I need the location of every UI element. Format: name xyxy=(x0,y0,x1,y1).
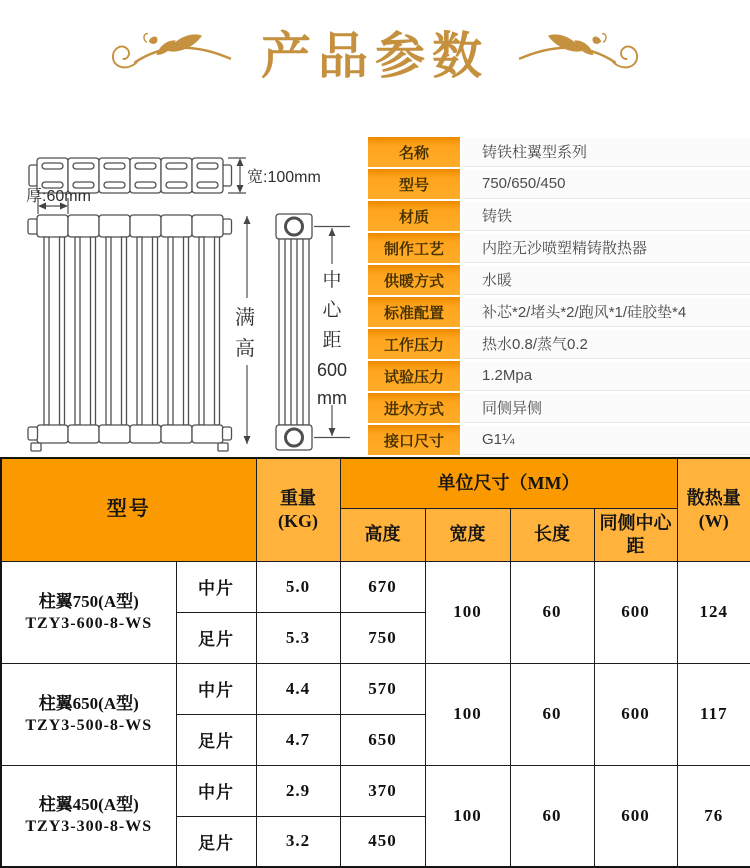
header-weight xyxy=(256,458,340,561)
spec-value: 同侧异侧 xyxy=(462,393,750,423)
header-width: 宽度 xyxy=(425,508,510,561)
cell-height: 370 xyxy=(340,765,425,816)
cell-weight: 5.3 xyxy=(256,612,340,663)
side-view xyxy=(276,214,312,450)
cell-center: 600 xyxy=(594,765,677,867)
model-code: TZY3-300-8-WS xyxy=(25,818,153,836)
cell-height: 750 xyxy=(340,612,425,663)
header-length: 长度 xyxy=(510,508,594,561)
center-distance-label xyxy=(314,266,350,412)
cell-model-450 xyxy=(1,765,176,867)
cell-piece-type: 足片 xyxy=(176,714,256,765)
cell-length: 60 xyxy=(510,765,594,867)
spec-label: 接口尺寸 xyxy=(368,425,460,455)
cell-height: 570 xyxy=(340,663,425,714)
spec-label: 标准配置 xyxy=(368,297,460,327)
spec-value: 热水0.8/蒸气0.2 xyxy=(462,329,750,359)
spec-row-working-pressure xyxy=(368,329,750,359)
header-height: 高度 xyxy=(340,508,425,561)
header-weight-text: 重量 xyxy=(280,488,316,509)
cell-height: 450 xyxy=(340,816,425,867)
radiator-diagram xyxy=(0,115,366,463)
spec-table xyxy=(368,137,750,457)
spec-label: 型号 xyxy=(368,169,460,199)
cell-heat: 117 xyxy=(677,663,750,765)
spec-row-test-pressure xyxy=(368,361,750,391)
cell-height: 670 xyxy=(340,561,425,612)
flourish-left-icon xyxy=(107,27,235,85)
spec-label: 名称 xyxy=(368,137,460,167)
cell-piece-type: 足片 xyxy=(176,816,256,867)
spec-row-name xyxy=(368,137,750,167)
cell-model-650 xyxy=(1,663,176,765)
spec-value: 补芯*2/堵头*2/跑风*1/硅胶垫*4 xyxy=(462,297,750,327)
center-distance-text: 中心距 xyxy=(322,270,342,351)
title-banner xyxy=(0,6,750,106)
spec-label: 供暖方式 xyxy=(368,265,460,295)
spec-row-standard-config xyxy=(368,297,750,327)
center-distance-unit: mm xyxy=(317,388,347,408)
cell-height: 650 xyxy=(340,714,425,765)
spec-value: 铸铁 xyxy=(462,201,750,231)
spec-label: 工作压力 xyxy=(368,329,460,359)
model-name: 柱翼450(A型) xyxy=(38,795,139,815)
full-height-text: 满高 xyxy=(235,307,255,360)
spec-row-material xyxy=(368,201,750,231)
cell-weight: 4.7 xyxy=(256,714,340,765)
spec-label: 试验压力 xyxy=(368,361,460,391)
size-table-section xyxy=(0,457,750,868)
page-title: 产品参数 xyxy=(261,28,489,84)
model-name: 柱翼650(A型) xyxy=(38,693,139,713)
header-model: 型号 xyxy=(1,458,256,561)
cell-width: 100 xyxy=(425,561,510,663)
cell-piece-type: 足片 xyxy=(176,612,256,663)
spec-row-craft xyxy=(368,233,750,263)
cell-piece-type: 中片 xyxy=(176,765,256,816)
spec-label: 进水方式 xyxy=(368,393,460,423)
spec-row-model xyxy=(368,169,750,199)
header-heat-text: 散热量 xyxy=(686,488,741,509)
front-view xyxy=(28,215,232,451)
header-heat xyxy=(677,458,750,561)
spec-label: 制作工艺 xyxy=(368,233,460,263)
cell-heat: 124 xyxy=(677,561,750,663)
model-name: 柱翼750(A型) xyxy=(38,591,139,611)
center-distance-value: 600 xyxy=(316,360,348,380)
cell-center: 600 xyxy=(594,663,677,765)
cell-model-750 xyxy=(1,561,176,663)
spec-value: 水暖 xyxy=(462,265,750,295)
spec-value: 1.2Mpa xyxy=(462,361,750,391)
model-code: TZY3-600-8-WS xyxy=(25,614,153,632)
table-row xyxy=(1,765,750,816)
cell-weight: 3.2 xyxy=(256,816,340,867)
header-center-distance: 同侧中心距 xyxy=(594,508,677,561)
spec-value: 750/650/450 xyxy=(462,169,750,199)
spec-row-water-inlet xyxy=(368,393,750,423)
spec-row-port-size xyxy=(368,425,750,455)
cell-weight: 2.9 xyxy=(256,765,340,816)
model-code: TZY3-500-8-WS xyxy=(25,716,153,734)
flourish-right-icon xyxy=(515,27,643,85)
cell-center: 600 xyxy=(594,561,677,663)
table-row xyxy=(1,663,750,714)
cell-heat: 76 xyxy=(677,765,750,867)
header-unit-size: 单位尺寸（MM） xyxy=(340,458,677,508)
cell-weight: 5.0 xyxy=(256,561,340,612)
table-row xyxy=(1,561,750,612)
spec-row-heating-mode xyxy=(368,265,750,295)
full-height-label xyxy=(231,303,259,365)
cell-length: 60 xyxy=(510,663,594,765)
cell-width: 100 xyxy=(425,663,510,765)
header-weight-unit: (KG) xyxy=(278,510,318,531)
header-heat-unit: (W) xyxy=(698,510,729,531)
cell-piece-type: 中片 xyxy=(176,663,256,714)
spec-value: 铸铁柱翼型系列 xyxy=(462,137,750,167)
spec-value: G1¼ xyxy=(462,425,750,455)
cell-length: 60 xyxy=(510,561,594,663)
cell-width: 100 xyxy=(425,765,510,867)
thickness-dimension-label: 厚:60mm xyxy=(26,188,91,205)
spec-value: 内腔无沙喷塑精铸散热器 xyxy=(462,233,750,263)
spec-label: 材质 xyxy=(368,201,460,231)
cell-weight: 4.4 xyxy=(256,663,340,714)
size-table xyxy=(0,457,750,868)
cell-piece-type: 中片 xyxy=(176,561,256,612)
width-dimension-label: 宽:100mm xyxy=(247,169,321,186)
